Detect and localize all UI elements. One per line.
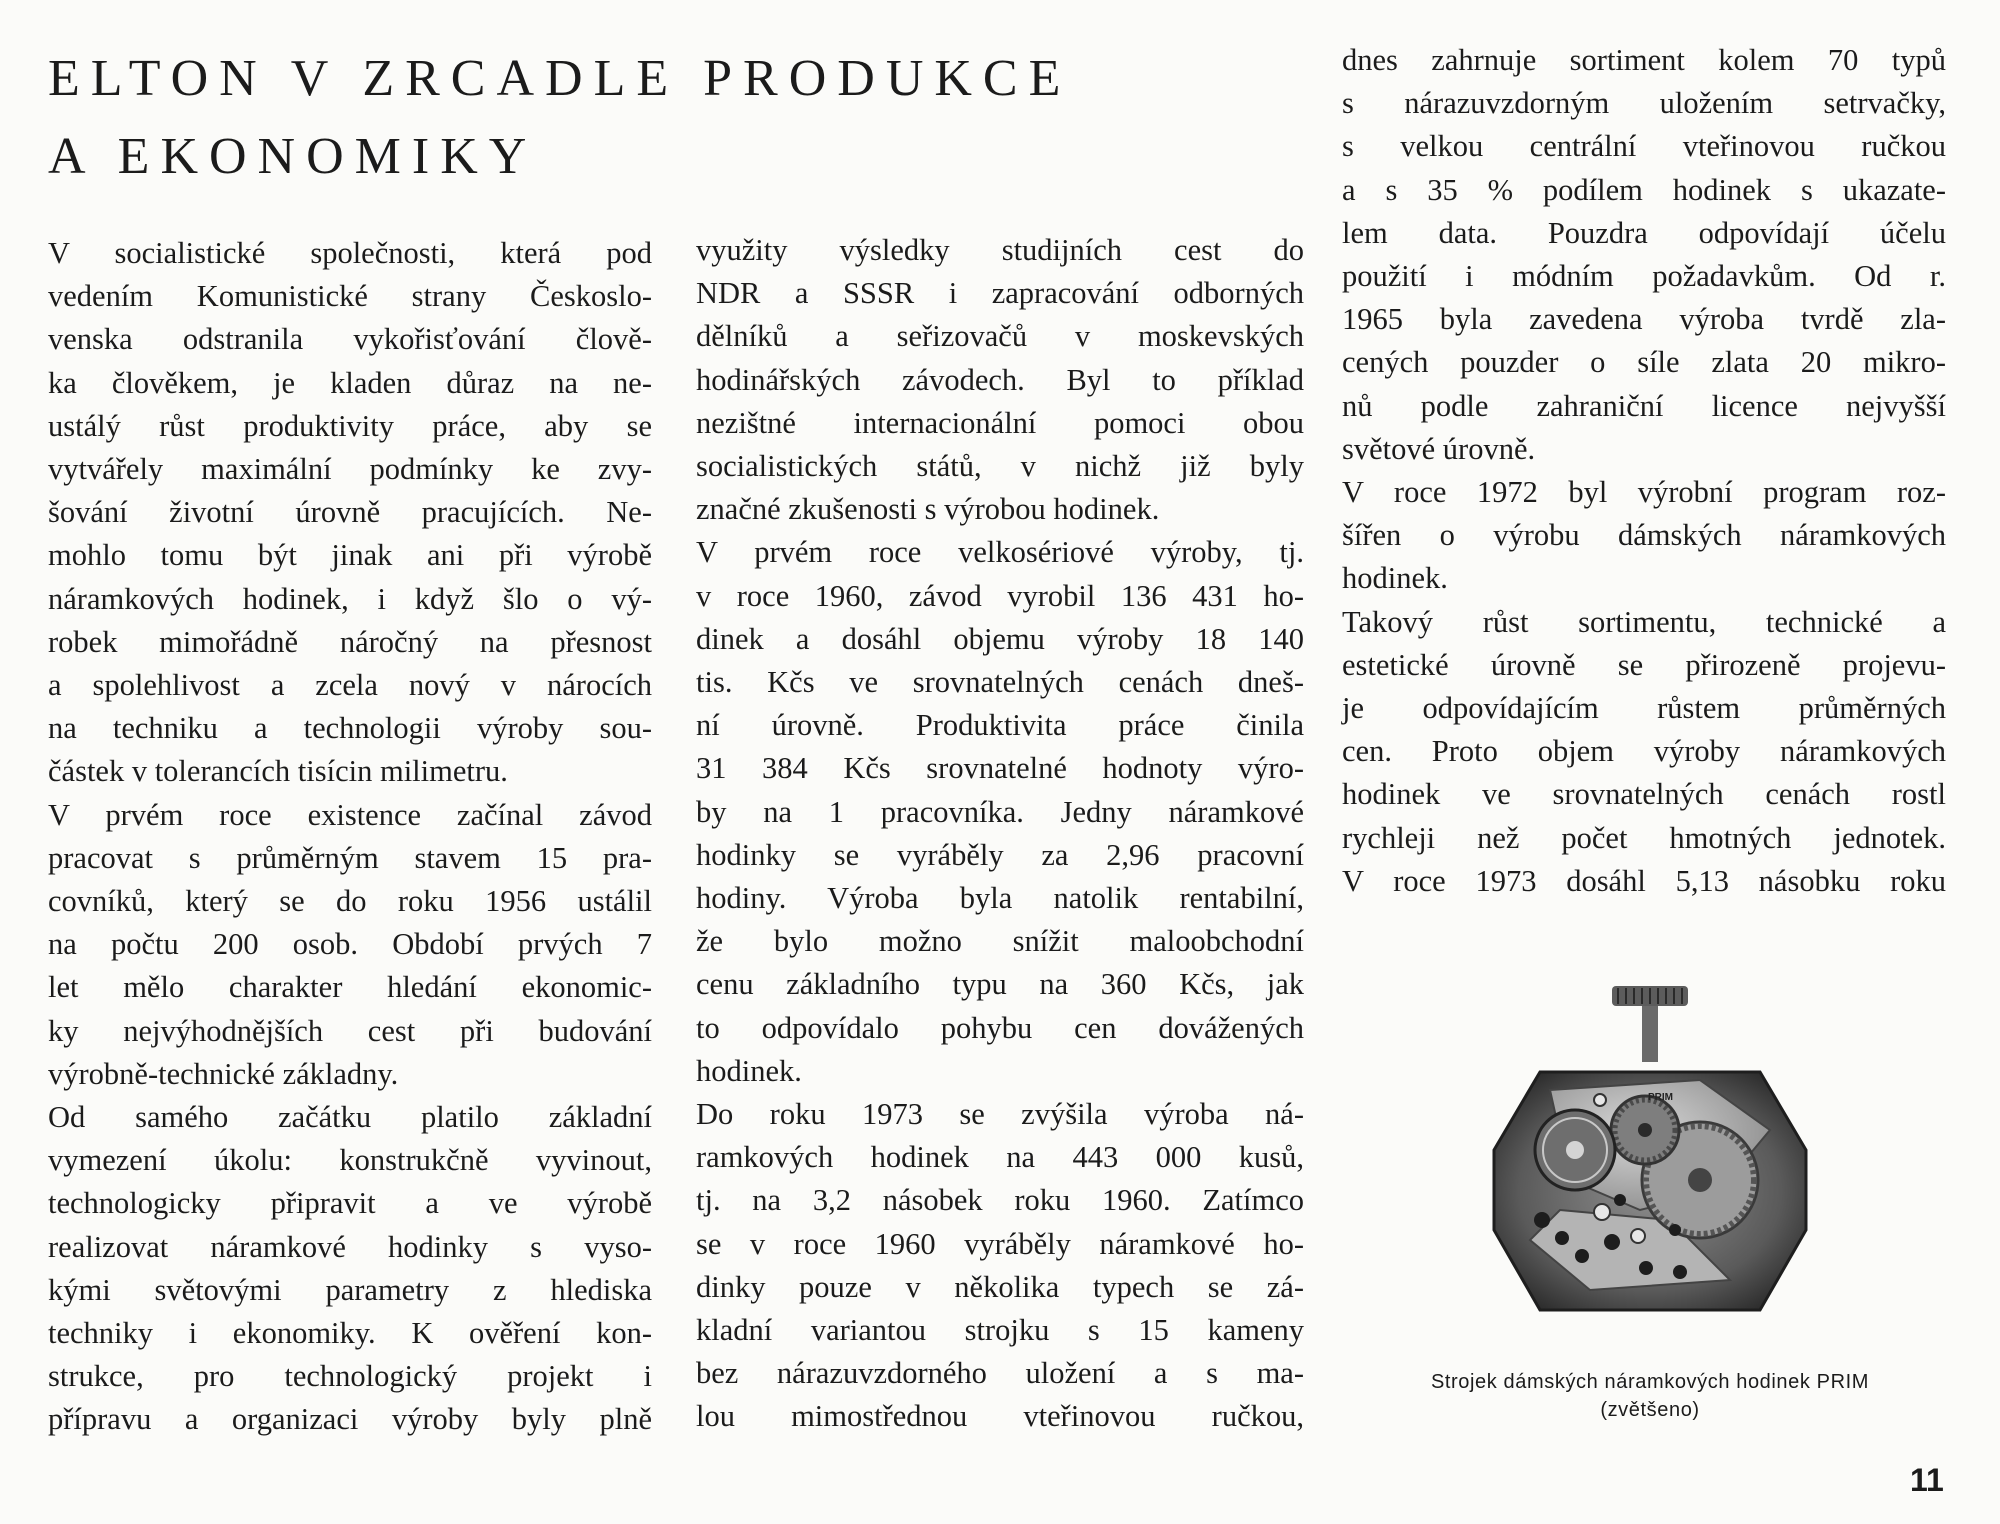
text-line: V socialistické společnosti, která pod bbox=[48, 236, 652, 270]
text-line: let mělo charakter hledání ekonomic- bbox=[48, 970, 652, 1005]
text-line: socialistických států, v nichž již byly bbox=[696, 449, 1304, 484]
text-line: hodiny. Výroba byla natolik rentabilní, bbox=[696, 881, 1304, 916]
text-line: kými světovými parametry z hlediska bbox=[48, 1272, 652, 1307]
text-line: lou mimostřednou vteřinovou ručkou, bbox=[696, 1399, 1304, 1434]
text-line: Takový růst sortimentu, technické a bbox=[1342, 604, 1946, 639]
figure-caption bbox=[1370, 1368, 1930, 1424]
title-line-1: ELTON V ZRCADLE PRODUKCE bbox=[48, 50, 1072, 107]
text-line: kladní variantou strojku s 15 kameny bbox=[696, 1313, 1304, 1348]
article-title bbox=[48, 40, 1071, 196]
text-line: cenu základního typu na 360 Kčs, jak bbox=[696, 967, 1304, 1002]
text-line: vedením Komunistické strany Českoslo- bbox=[48, 279, 652, 314]
text-line: ní úrovně. Produktivita práce činila bbox=[696, 708, 1304, 743]
text-line: Do roku 1973 se zvýšila výroba ná- bbox=[696, 1097, 1304, 1132]
text-line: ustálý růst produktivity práce, aby se bbox=[48, 408, 652, 443]
text-line: tj. na 3,2 násobek roku 1960. Zatímco bbox=[696, 1183, 1304, 1218]
text-line: dinek a dosáhl objemu výroby 18 140 bbox=[696, 621, 1304, 656]
text-line: 31 384 Kčs srovnatelné hodnoty výro- bbox=[696, 751, 1304, 786]
caption-line-2: (zvětšeno) bbox=[1600, 1399, 1700, 1421]
text-line: výrobně-technické základny. bbox=[48, 1056, 399, 1091]
page-number: 11 bbox=[1910, 1462, 1944, 1498]
text-line: estetické úrovně se přirozeně projevu- bbox=[1342, 647, 1946, 682]
text-line: na techniku a technologii výroby sou- bbox=[48, 711, 652, 746]
caption-line-1: Strojek dámských náramkových hodinek PRIM bbox=[1430, 1371, 1870, 1393]
text-line: využity výsledky studijních cest do bbox=[696, 233, 1304, 267]
text-line: lem data. Pouzdra odpovídají účelu bbox=[1342, 215, 1946, 250]
text-line: šířen o výrobu dámských náramkových bbox=[1342, 518, 1946, 553]
text-line: cen. Proto objem výroby náramkových bbox=[1342, 734, 1946, 769]
text-line: ka člověkem, je kladen důraz na ne- bbox=[48, 365, 652, 400]
paragraph bbox=[1342, 601, 1946, 903]
paragraph bbox=[48, 1096, 652, 1442]
paragraph bbox=[48, 232, 652, 794]
paragraph bbox=[696, 531, 1304, 1093]
text-line: dinky pouze v několika typech se zá- bbox=[696, 1269, 1304, 1304]
text-line: použití i módním požadavkům. Od r. bbox=[1342, 259, 1946, 294]
text-line: značné zkušenosti s výrobou hodinek. bbox=[696, 492, 1160, 527]
watch-movement-photo bbox=[1470, 980, 1830, 1340]
text-line: a s 35 % podílem hodinek s ukazate- bbox=[1342, 172, 1946, 207]
paragraph bbox=[48, 794, 652, 1096]
text-line: přípravu a organizaci výroby byly plně bbox=[48, 1402, 652, 1437]
text-line: covníků, který se do roku 1956 ustálil bbox=[48, 884, 652, 919]
text-line: vymezení úkolu: konstrukčně vyvinout, bbox=[48, 1143, 652, 1178]
text-line: s nárazuvzdorným uložením setrvačky, bbox=[1342, 86, 1946, 121]
text-line: hodinek ve srovnatelných cenách rostl bbox=[1342, 777, 1946, 812]
text-line: dělníků a seřizovačů v moskevských bbox=[696, 319, 1304, 354]
text-line: na počtu 200 osob. Období prvých 7 bbox=[48, 927, 652, 962]
text-line: bez nárazuvzdorného uložení a s ma- bbox=[696, 1356, 1304, 1391]
text-line: mohlo tomu být jinak ani při výrobě bbox=[48, 538, 652, 573]
text-column-1 bbox=[48, 232, 652, 1442]
text-line: V prvém roce existence začínal závod bbox=[48, 797, 652, 832]
paragraph bbox=[1342, 39, 1946, 471]
text-line: se v roce 1960 vyráběly náramkové ho- bbox=[696, 1226, 1304, 1261]
text-line: robek mimořádně náročný na přesnost bbox=[48, 624, 652, 659]
text-line: náramkových hodinek, i když šlo o vý- bbox=[48, 581, 652, 616]
text-line: nů podle zahraniční licence nejvyšší bbox=[1342, 388, 1946, 423]
text-line: šování životní úrovně pracujících. Ne- bbox=[48, 495, 652, 530]
text-line: hodinek. bbox=[1342, 561, 1448, 596]
winding-stem bbox=[1642, 1006, 1658, 1062]
text-line: světové úrovně. bbox=[1342, 431, 1536, 466]
text-line: hodinářských závodech. Byl to příklad bbox=[696, 362, 1304, 397]
paragraph bbox=[696, 1093, 1304, 1439]
text-line: částek v tolerancích tisícin milimetru. bbox=[48, 754, 508, 789]
text-line: venska odstranila vykořisťování člově- bbox=[48, 322, 652, 357]
text-line: tis. Kčs ve srovnatelných cenách dneš- bbox=[696, 665, 1304, 700]
text-line: je odpovídajícím růstem průměrných bbox=[1342, 691, 1946, 726]
text-line: pracovat s průměrným stavem 15 pra- bbox=[48, 840, 652, 875]
paragraph bbox=[696, 229, 1304, 531]
text-line: ramkových hodinek na 443 000 kusů, bbox=[696, 1140, 1304, 1175]
text-line: s velkou centrální vteřinovou ručkou bbox=[1342, 129, 1946, 164]
text-line: hodinek. bbox=[696, 1053, 802, 1088]
paragraph bbox=[1342, 471, 1946, 601]
text-line: V roce 1972 byl výrobní program roz- bbox=[1342, 475, 1946, 510]
text-line: hodinky se vyráběly za 2,96 pracovní bbox=[696, 837, 1304, 872]
text-line: NDR a SSSR i zapracování odborných bbox=[696, 276, 1304, 311]
text-line: strukce, pro technologický projekt i bbox=[48, 1359, 652, 1394]
text-line: by na 1 pracovníka. Jedny náramkové bbox=[696, 794, 1304, 829]
text-line: v roce 1960, závod vyrobil 136 431 ho- bbox=[696, 578, 1304, 613]
title-line-2: A EKONOMIKY bbox=[48, 128, 538, 185]
text-line: realizovat náramkové hodinky s vyso- bbox=[48, 1229, 652, 1264]
text-line: rychleji než počet hmotných jednotek. bbox=[1342, 820, 1946, 855]
text-line: technologicky připravit a ve výrobě bbox=[48, 1186, 652, 1221]
text-line: techniky i ekonomiky. K ověření kon- bbox=[48, 1316, 652, 1351]
text-column-2 bbox=[696, 229, 1304, 1439]
text-line: 1965 byla zavedena výroba tvrdě zla- bbox=[1342, 302, 1946, 337]
text-line: Od samého začátku platilo základní bbox=[48, 1100, 652, 1135]
text-line: cených pouzder o síle zlata 20 mikro- bbox=[1342, 345, 1946, 380]
text-line: V prvém roce velkosériové výroby, tj. bbox=[696, 535, 1304, 570]
text-line: vytvářely maximální podmínky ke zvy- bbox=[48, 452, 652, 487]
text-line: a spolehlivost a zcela nový v nárocích bbox=[48, 668, 652, 703]
text-line: že bylo možno snížit maloobchodní bbox=[696, 924, 1304, 959]
text-line: to odpovídalo pohybu cen dovážených bbox=[696, 1010, 1304, 1045]
text-column-3 bbox=[1342, 39, 1946, 903]
text-line: dnes zahrnuje sortiment kolem 70 typů bbox=[1342, 43, 1946, 77]
text-line: V roce 1973 dosáhl 5,13 násobku roku bbox=[1342, 863, 1946, 898]
text-line: nezištné internacionální pomoci obou bbox=[696, 405, 1304, 440]
text-line: ky nejvýhodnějších cest při budování bbox=[48, 1013, 652, 1048]
movement-engraving: PRIM bbox=[1648, 1092, 1673, 1103]
